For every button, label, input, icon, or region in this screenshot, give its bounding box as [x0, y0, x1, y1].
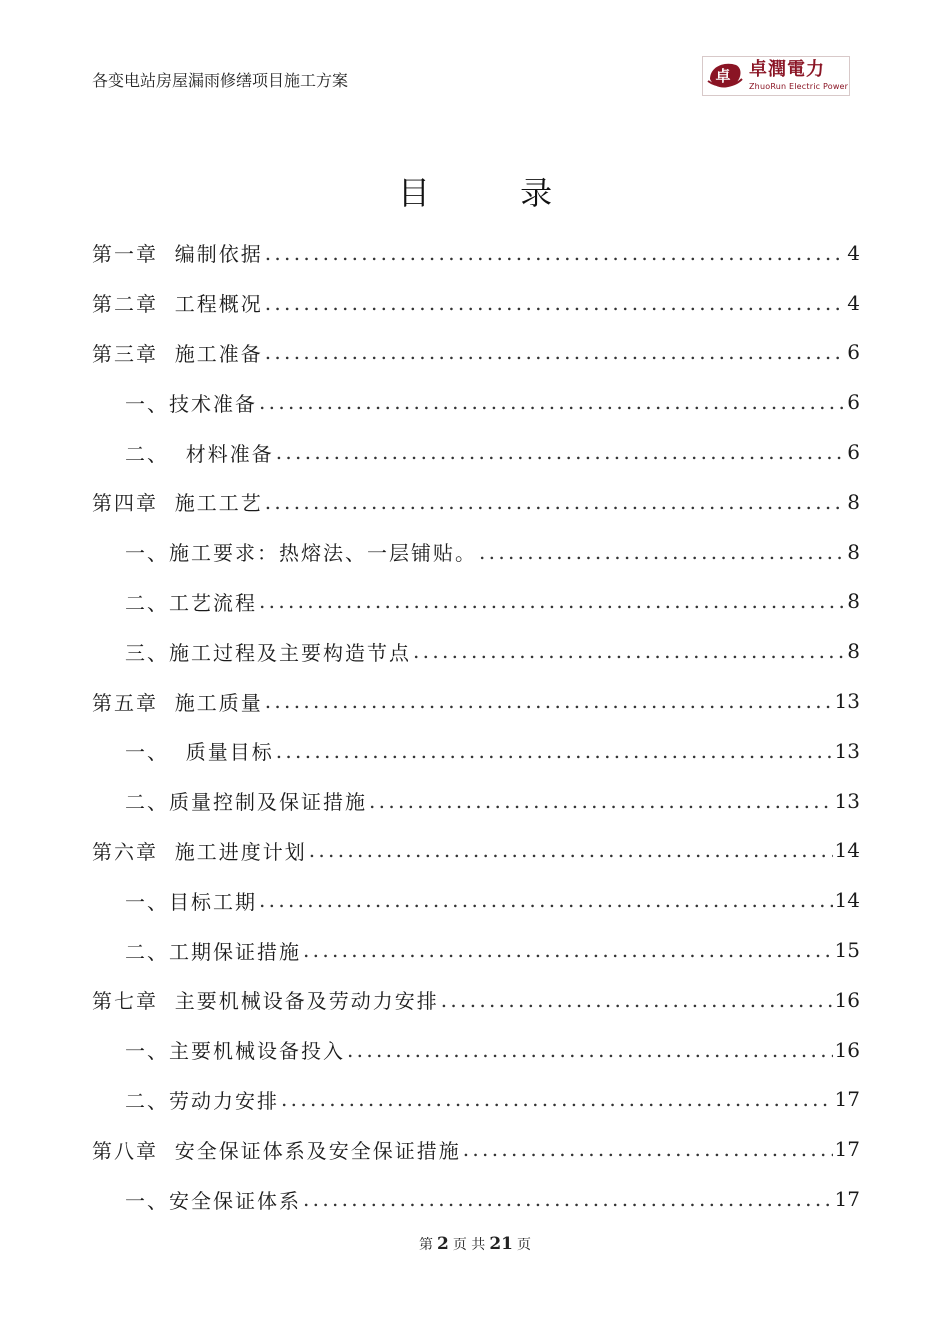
toc-entry[interactable]	[92, 427, 860, 477]
toc-entry-page: 17	[834, 1087, 860, 1112]
toc-entry[interactable]	[92, 577, 860, 627]
toc-entry-label: 二、 材料准备	[125, 441, 274, 466]
toc-leader-dots	[265, 689, 833, 713]
company-logo	[702, 56, 850, 96]
toc-entry[interactable]	[92, 377, 860, 427]
toc-entry-page: 13	[834, 788, 860, 813]
toc-entry-label: 第四章 施工工艺	[92, 491, 263, 516]
toc-entry-page: 15	[834, 938, 860, 963]
toc-entry[interactable]	[92, 278, 860, 328]
toc-leader-dots	[276, 440, 846, 464]
toc-entry[interactable]	[92, 527, 860, 577]
current-page-number: 2	[437, 1234, 449, 1254]
toc-leader-dots	[265, 291, 846, 315]
toc-entry[interactable]	[92, 1124, 860, 1174]
toc-leader-dots	[463, 1137, 833, 1161]
footer-middle: 页 共	[452, 1237, 486, 1253]
toc-entry-page: 6	[847, 390, 860, 415]
toc-leader-dots	[369, 789, 833, 813]
toc-entry[interactable]	[92, 726, 860, 776]
toc-entry[interactable]	[92, 875, 860, 925]
toc-entry-label: 第三章 施工准备	[92, 341, 263, 366]
toc-leader-dots	[309, 838, 833, 862]
toc-entry[interactable]	[92, 1174, 860, 1224]
toc-entry-page: 6	[847, 340, 860, 365]
toc-entry-page: 14	[834, 838, 860, 863]
toc-leader-dots	[441, 988, 833, 1012]
toc-entry-label: 三、施工过程及主要构造节点	[125, 640, 411, 665]
toc-entry-page: 8	[847, 639, 860, 664]
toc-entry-label: 一、主要机械设备投入	[125, 1039, 345, 1064]
document-title: 各变电站房屋漏雨修缮项目施工方案	[92, 71, 349, 90]
toc-entry-page: 8	[847, 539, 860, 564]
toc-entry-page: 13	[834, 738, 860, 763]
toc-entry-page: 16	[834, 1037, 860, 1062]
toc-entry-page: 8	[847, 489, 860, 514]
toc-entry-label: 第七章 主要机械设备及劳动力安排	[92, 989, 439, 1014]
toc-entry-label: 第八章 安全保证体系及安全保证措施	[92, 1138, 461, 1163]
toc-entry[interactable]	[92, 328, 860, 378]
toc-leader-dots	[276, 739, 833, 763]
toc-entry-page: 4	[847, 290, 860, 315]
toc-leader-dots	[347, 1038, 833, 1062]
toc-leader-dots	[265, 241, 846, 265]
toc-entry-page: 13	[834, 689, 860, 714]
toc-entry-label: 二、劳动力安排	[125, 1088, 279, 1113]
toc-entry-label: 二、工期保证措施	[125, 939, 301, 964]
toc-entry[interactable]	[92, 776, 860, 826]
toc-entry[interactable]	[92, 676, 860, 726]
page-header	[92, 56, 850, 100]
toc-entry-label: 一、 质量目标	[125, 740, 274, 765]
toc-entry[interactable]	[92, 626, 860, 676]
toc-entry[interactable]	[92, 1075, 860, 1125]
footer-suffix: 页	[516, 1237, 531, 1253]
toc-leader-dots	[259, 888, 833, 912]
toc-leader-dots	[413, 639, 845, 663]
toc-entry-page: 8	[847, 589, 860, 614]
toc-entry-label: 一、安全保证体系	[125, 1188, 301, 1213]
toc-entry-page: 14	[834, 888, 860, 913]
toc-entry-label: 一、施工要求：热熔法、一层铺贴。	[125, 541, 477, 566]
table-of-contents	[92, 228, 860, 1224]
toc-entry-label: 一、技术准备	[125, 391, 257, 416]
toc-leader-dots	[259, 589, 845, 613]
toc-leader-dots	[303, 938, 833, 962]
toc-leader-dots	[281, 1087, 833, 1111]
toc-entry[interactable]	[92, 477, 860, 527]
toc-entry-label: 第二章 工程概况	[92, 292, 263, 317]
toc-entry-label: 二、质量控制及保证措施	[125, 790, 367, 815]
toc-entry[interactable]	[92, 925, 860, 975]
toc-entry[interactable]	[92, 1025, 860, 1075]
toc-entry-page: 16	[834, 987, 860, 1012]
toc-entry[interactable]	[92, 826, 860, 876]
toc-leader-dots	[265, 490, 846, 514]
footer-prefix: 第	[419, 1237, 434, 1253]
toc-leader-dots	[259, 390, 845, 414]
toc-entry-label: 第一章 编制依据	[92, 242, 263, 267]
toc-leader-dots	[303, 1187, 833, 1211]
toc-entry[interactable]	[92, 228, 860, 278]
page-footer	[0, 1234, 950, 1254]
logo-cn-name: 卓潤電力	[749, 59, 825, 80]
toc-leader-dots	[265, 340, 846, 364]
toc-entry[interactable]	[92, 975, 860, 1025]
zhuorun-logo-icon	[705, 58, 745, 94]
toc-title: 目 录	[397, 174, 593, 212]
logo-mark-char: 卓	[715, 67, 731, 85]
toc-entry-page: 17	[834, 1137, 860, 1162]
total-pages-number: 21	[489, 1234, 513, 1254]
toc-entry-label: 一、目标工期	[125, 889, 257, 914]
logo-text	[749, 61, 848, 91]
toc-entry-label: 第六章 施工进度计划	[92, 839, 307, 864]
logo-en-name: ZhuoRun Electric Power	[749, 82, 849, 91]
toc-leader-dots	[479, 540, 845, 564]
toc-entry-page: 6	[847, 440, 860, 465]
toc-entry-page: 4	[847, 240, 860, 265]
toc-entry-label: 第五章 施工质量	[92, 690, 263, 715]
toc-entry-label: 二、工艺流程	[125, 590, 257, 615]
toc-entry-page: 17	[834, 1187, 860, 1212]
